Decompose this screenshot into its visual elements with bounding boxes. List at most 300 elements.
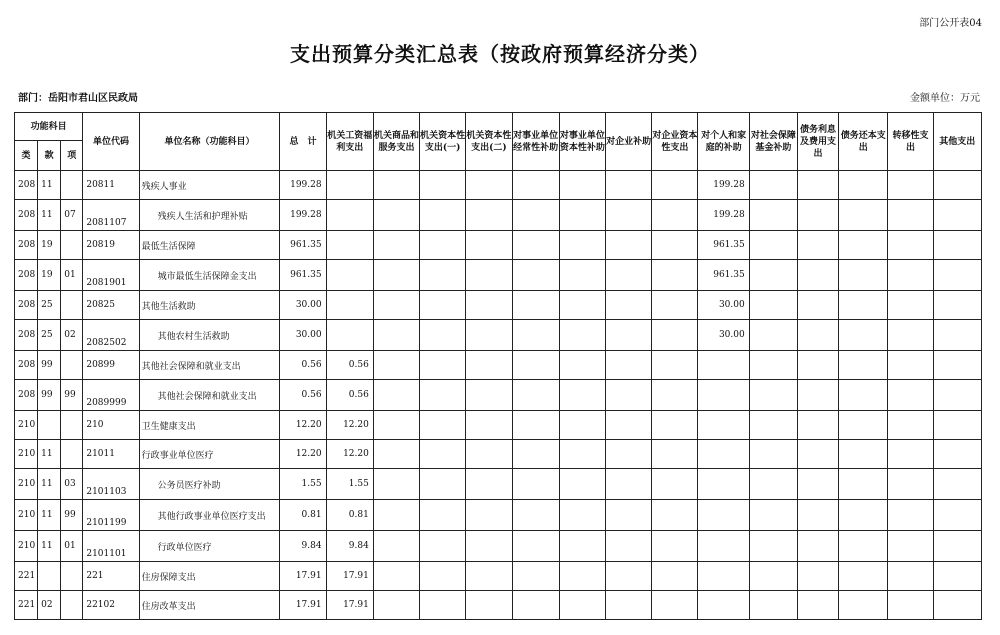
salary-cell: 0.81 <box>326 500 373 531</box>
empty-cell <box>606 440 652 469</box>
empty-cell <box>933 320 981 351</box>
empty-cell <box>559 231 605 260</box>
empty-cell <box>559 320 605 351</box>
empty-cell <box>420 531 466 562</box>
empty-cell <box>466 260 512 291</box>
empty-cell <box>559 200 605 231</box>
empty-cell <box>512 351 559 380</box>
empty-cell <box>606 231 652 260</box>
salary-cell: 12.20 <box>326 440 373 469</box>
empty-cell <box>933 411 981 440</box>
name-cell: 行政单位医疗 <box>139 531 280 562</box>
empty-cell <box>512 531 559 562</box>
empty-cell <box>888 411 933 440</box>
xiang-cell: 07 <box>61 200 83 231</box>
col-header-7: 对企业补助 <box>606 113 652 171</box>
total-cell: 199.28 <box>280 171 326 200</box>
empty-cell <box>466 591 512 620</box>
name-cell: 最低生活保障 <box>139 231 280 260</box>
page-title: 支出预算分类汇总表（按政府预算经济分类） <box>290 42 710 66</box>
kuan-cell <box>38 411 61 440</box>
empty-cell <box>933 200 981 231</box>
empty-cell <box>749 469 797 500</box>
empty-cell <box>839 231 888 260</box>
empty-cell <box>797 591 838 620</box>
empty-cell <box>797 200 838 231</box>
total-cell: 30.00 <box>280 291 326 320</box>
empty-cell <box>466 380 512 411</box>
salary-cell <box>326 291 373 320</box>
empty-cell <box>933 351 981 380</box>
empty-cell <box>420 469 466 500</box>
lei-cell: 221 <box>15 591 38 620</box>
salary-cell <box>326 171 373 200</box>
empty-cell <box>652 171 698 200</box>
empty-cell <box>373 351 419 380</box>
individual-subsidy-cell <box>698 380 749 411</box>
total-header: 总 计 <box>280 113 326 171</box>
total-cell: 1.55 <box>280 469 326 500</box>
empty-cell <box>797 291 838 320</box>
name-cell: 其他生活救助 <box>139 291 280 320</box>
xiang-cell <box>61 440 83 469</box>
empty-cell <box>512 411 559 440</box>
lei-cell: 210 <box>15 469 38 500</box>
empty-cell <box>797 411 838 440</box>
col-header-9: 对个人和家庭的补助 <box>698 113 749 171</box>
col-header-12: 债务还本支出 <box>839 113 888 171</box>
empty-cell <box>839 531 888 562</box>
empty-cell <box>373 260 419 291</box>
lei-cell: 208 <box>15 291 38 320</box>
empty-cell <box>888 231 933 260</box>
col-header-2: 机关商品和服务支出 <box>373 113 419 171</box>
salary-cell <box>326 260 373 291</box>
empty-cell <box>888 351 933 380</box>
table-row <box>15 351 982 380</box>
empty-cell <box>466 469 512 500</box>
xiang-cell <box>61 562 83 591</box>
empty-cell <box>420 320 466 351</box>
xiang-cell: 01 <box>61 531 83 562</box>
empty-cell <box>839 411 888 440</box>
table-row <box>15 591 982 620</box>
code-cell: 21011 <box>83 440 139 469</box>
table-number: 部门公开表04 <box>919 18 982 29</box>
empty-cell <box>559 260 605 291</box>
xiang-cell: 01 <box>61 260 83 291</box>
total-cell: 961.35 <box>280 260 326 291</box>
table-row <box>15 531 982 562</box>
kuan-cell: 25 <box>38 320 61 351</box>
kuan-cell: 99 <box>38 351 61 380</box>
empty-cell <box>652 260 698 291</box>
empty-cell <box>420 260 466 291</box>
xiang-cell <box>61 411 83 440</box>
empty-cell <box>420 231 466 260</box>
table-row <box>15 320 982 351</box>
empty-cell <box>606 171 652 200</box>
empty-cell <box>559 531 605 562</box>
empty-cell <box>888 562 933 591</box>
table-row <box>15 469 982 500</box>
empty-cell <box>512 591 559 620</box>
empty-cell <box>797 562 838 591</box>
lei-cell: 208 <box>15 260 38 291</box>
empty-cell <box>606 500 652 531</box>
empty-cell <box>839 500 888 531</box>
col-header-5: 对事业单位经常性补助 <box>512 113 559 171</box>
name-cell: 残疾人事业 <box>139 171 280 200</box>
empty-cell <box>749 351 797 380</box>
kuan-cell: 11 <box>38 531 61 562</box>
salary-cell: 17.91 <box>326 562 373 591</box>
empty-cell <box>606 531 652 562</box>
col-header-6: 对事业单位资本性补助 <box>559 113 605 171</box>
empty-cell <box>749 380 797 411</box>
individual-subsidy-cell: 199.28 <box>698 200 749 231</box>
name-cell: 住房保障支出 <box>139 562 280 591</box>
xiang-cell <box>61 291 83 320</box>
empty-cell <box>652 591 698 620</box>
xiang-cell: 99 <box>61 500 83 531</box>
empty-cell <box>512 260 559 291</box>
col-header-10: 对社会保障基金补助 <box>749 113 797 171</box>
name-cell: 其他农村生活救助 <box>139 320 280 351</box>
empty-cell <box>888 531 933 562</box>
total-cell: 30.00 <box>280 320 326 351</box>
empty-cell <box>512 469 559 500</box>
empty-cell <box>606 260 652 291</box>
empty-cell <box>606 562 652 591</box>
empty-cell <box>839 320 888 351</box>
empty-cell <box>559 171 605 200</box>
code-cell: 221 <box>83 562 139 591</box>
empty-cell <box>466 351 512 380</box>
individual-subsidy-cell <box>698 562 749 591</box>
empty-cell <box>559 351 605 380</box>
empty-cell <box>420 200 466 231</box>
lei-cell: 208 <box>15 200 38 231</box>
empty-cell <box>797 440 838 469</box>
col-header-11: 债务利息及费用支出 <box>797 113 838 171</box>
empty-cell <box>606 351 652 380</box>
code-cell: 2081901 <box>83 260 139 291</box>
empty-cell <box>420 591 466 620</box>
kuan-cell: 19 <box>38 231 61 260</box>
empty-cell <box>749 231 797 260</box>
total-cell: 17.91 <box>280 562 326 591</box>
empty-cell <box>512 440 559 469</box>
empty-cell <box>466 531 512 562</box>
table-row <box>15 500 982 531</box>
empty-cell <box>797 469 838 500</box>
empty-cell <box>749 562 797 591</box>
code-cell: 20825 <box>83 291 139 320</box>
empty-cell <box>839 380 888 411</box>
empty-cell <box>749 260 797 291</box>
empty-cell <box>839 171 888 200</box>
code-cell: 22102 <box>83 591 139 620</box>
lei-header: 类 <box>15 141 38 171</box>
individual-subsidy-cell <box>698 469 749 500</box>
empty-cell <box>888 500 933 531</box>
empty-cell <box>559 411 605 440</box>
total-cell: 17.91 <box>280 591 326 620</box>
empty-cell <box>839 291 888 320</box>
empty-cell <box>373 320 419 351</box>
empty-cell <box>749 171 797 200</box>
empty-cell <box>652 411 698 440</box>
empty-cell <box>839 469 888 500</box>
xiang-cell: 02 <box>61 320 83 351</box>
individual-subsidy-cell <box>698 411 749 440</box>
lei-cell: 208 <box>15 231 38 260</box>
code-cell: 20819 <box>83 231 139 260</box>
empty-cell <box>512 500 559 531</box>
empty-cell <box>420 440 466 469</box>
empty-cell <box>933 231 981 260</box>
empty-cell <box>559 291 605 320</box>
empty-cell <box>652 469 698 500</box>
name-cell: 城市最低生活保障金支出 <box>139 260 280 291</box>
salary-cell: 9.84 <box>326 531 373 562</box>
empty-cell <box>797 500 838 531</box>
empty-cell <box>933 531 981 562</box>
xiang-cell <box>61 351 83 380</box>
empty-cell <box>888 291 933 320</box>
empty-cell <box>839 200 888 231</box>
empty-cell <box>797 171 838 200</box>
empty-cell <box>652 291 698 320</box>
individual-subsidy-cell <box>698 591 749 620</box>
total-cell: 0.81 <box>280 500 326 531</box>
lei-cell: 208 <box>15 320 38 351</box>
empty-cell <box>466 411 512 440</box>
empty-cell <box>606 200 652 231</box>
empty-cell <box>888 200 933 231</box>
lei-cell: 221 <box>15 562 38 591</box>
code-cell: 2101103 <box>83 469 139 500</box>
total-cell: 12.20 <box>280 411 326 440</box>
name-cell: 其他社会保障和就业支出 <box>139 351 280 380</box>
name-cell: 残疾人生活和护理补贴 <box>139 200 280 231</box>
empty-cell <box>512 231 559 260</box>
empty-cell <box>652 440 698 469</box>
name-cell: 其他社会保障和就业支出 <box>139 380 280 411</box>
empty-cell <box>466 562 512 591</box>
empty-cell <box>749 291 797 320</box>
empty-cell <box>888 260 933 291</box>
empty-cell <box>373 200 419 231</box>
empty-cell <box>559 562 605 591</box>
kuan-cell: 02 <box>38 591 61 620</box>
empty-cell <box>749 500 797 531</box>
empty-cell <box>420 562 466 591</box>
empty-cell <box>373 531 419 562</box>
lei-cell: 210 <box>15 500 38 531</box>
empty-cell <box>797 351 838 380</box>
lei-cell: 210 <box>15 531 38 562</box>
empty-cell <box>888 591 933 620</box>
table-row <box>15 231 982 260</box>
empty-cell <box>933 171 981 200</box>
lei-cell: 208 <box>15 351 38 380</box>
xiang-header: 项 <box>61 141 83 171</box>
empty-cell <box>797 231 838 260</box>
empty-cell <box>933 562 981 591</box>
empty-cell <box>512 380 559 411</box>
table-row <box>15 562 982 591</box>
empty-cell <box>466 440 512 469</box>
empty-cell <box>420 500 466 531</box>
empty-cell <box>606 380 652 411</box>
empty-cell <box>797 531 838 562</box>
empty-cell <box>933 380 981 411</box>
empty-cell <box>373 291 419 320</box>
func-group-header: 功能科目 <box>15 113 83 141</box>
empty-cell <box>512 562 559 591</box>
empty-cell <box>839 591 888 620</box>
code-cell: 2089999 <box>83 380 139 411</box>
empty-cell <box>420 171 466 200</box>
total-cell: 961.35 <box>280 231 326 260</box>
empty-cell <box>373 469 419 500</box>
empty-cell <box>652 380 698 411</box>
empty-cell <box>373 411 419 440</box>
table-row <box>15 260 982 291</box>
empty-cell <box>606 591 652 620</box>
empty-cell <box>420 291 466 320</box>
empty-cell <box>420 411 466 440</box>
col-header-13: 转移性支出 <box>888 113 933 171</box>
unit-label: 金额单位：万元 <box>910 93 980 104</box>
empty-cell <box>933 440 981 469</box>
empty-cell <box>373 562 419 591</box>
empty-cell <box>420 380 466 411</box>
empty-cell <box>749 411 797 440</box>
lei-cell: 208 <box>15 171 38 200</box>
col-header-4: 机关资本性支出(二) <box>466 113 512 171</box>
department-label: 部门：岳阳市君山区民政局 <box>18 93 138 104</box>
table-body <box>15 171 982 620</box>
empty-cell <box>466 231 512 260</box>
code-header: 单位代码 <box>83 113 139 171</box>
empty-cell <box>606 469 652 500</box>
col-header-3: 机关资本性支出(一) <box>420 113 466 171</box>
empty-cell <box>373 500 419 531</box>
empty-cell <box>933 260 981 291</box>
empty-cell <box>652 320 698 351</box>
empty-cell <box>512 171 559 200</box>
total-cell: 0.56 <box>280 351 326 380</box>
table-row <box>15 291 982 320</box>
salary-cell: 0.56 <box>326 351 373 380</box>
empty-cell <box>797 320 838 351</box>
code-cell: 2101199 <box>83 500 139 531</box>
total-cell: 9.84 <box>280 531 326 562</box>
table-row <box>15 411 982 440</box>
kuan-header: 款 <box>38 141 61 171</box>
empty-cell <box>373 231 419 260</box>
table-row <box>15 171 982 200</box>
name-cell: 住房改革支出 <box>139 591 280 620</box>
kuan-cell: 11 <box>38 171 61 200</box>
empty-cell <box>652 562 698 591</box>
salary-cell: 17.91 <box>326 591 373 620</box>
xiang-cell <box>61 231 83 260</box>
code-cell: 20811 <box>83 171 139 200</box>
kuan-cell: 25 <box>38 291 61 320</box>
table-row <box>15 440 982 469</box>
empty-cell <box>373 380 419 411</box>
empty-cell <box>606 320 652 351</box>
empty-cell <box>466 320 512 351</box>
total-cell: 0.56 <box>280 380 326 411</box>
empty-cell <box>466 200 512 231</box>
individual-subsidy-cell <box>698 531 749 562</box>
empty-cell <box>839 260 888 291</box>
individual-subsidy-cell <box>698 351 749 380</box>
total-cell: 12.20 <box>280 440 326 469</box>
kuan-cell <box>38 562 61 591</box>
empty-cell <box>839 440 888 469</box>
individual-subsidy-cell: 961.35 <box>698 231 749 260</box>
lei-cell: 208 <box>15 380 38 411</box>
empty-cell <box>933 469 981 500</box>
empty-cell <box>606 291 652 320</box>
col-header-1: 机关工资福利支出 <box>326 113 373 171</box>
code-cell: 2082502 <box>83 320 139 351</box>
individual-subsidy-cell: 961.35 <box>698 260 749 291</box>
name-cell: 行政事业单位医疗 <box>139 440 280 469</box>
salary-cell <box>326 231 373 260</box>
empty-cell <box>888 380 933 411</box>
kuan-cell: 19 <box>38 260 61 291</box>
empty-cell <box>512 320 559 351</box>
empty-cell <box>797 380 838 411</box>
salary-cell: 0.56 <box>326 380 373 411</box>
empty-cell <box>466 500 512 531</box>
individual-subsidy-cell <box>698 440 749 469</box>
empty-cell <box>652 200 698 231</box>
name-cell: 公务员医疗补助 <box>139 469 280 500</box>
empty-cell <box>839 351 888 380</box>
lei-cell: 210 <box>15 440 38 469</box>
name-cell: 卫生健康支出 <box>139 411 280 440</box>
empty-cell <box>559 469 605 500</box>
individual-subsidy-cell <box>698 500 749 531</box>
col-header-8: 对企业资本性支出 <box>652 113 698 171</box>
kuan-cell: 11 <box>38 469 61 500</box>
empty-cell <box>420 351 466 380</box>
kuan-cell: 99 <box>38 380 61 411</box>
kuan-cell: 11 <box>38 200 61 231</box>
salary-cell <box>326 200 373 231</box>
xiang-cell: 99 <box>61 380 83 411</box>
empty-cell <box>652 351 698 380</box>
empty-cell <box>888 440 933 469</box>
budget-table <box>14 112 982 620</box>
kuan-cell: 11 <box>38 500 61 531</box>
table-row <box>15 380 982 411</box>
col-header-14: 其他支出 <box>933 113 981 171</box>
empty-cell <box>797 260 838 291</box>
empty-cell <box>749 320 797 351</box>
individual-subsidy-cell: 30.00 <box>698 291 749 320</box>
code-cell: 210 <box>83 411 139 440</box>
empty-cell <box>888 469 933 500</box>
